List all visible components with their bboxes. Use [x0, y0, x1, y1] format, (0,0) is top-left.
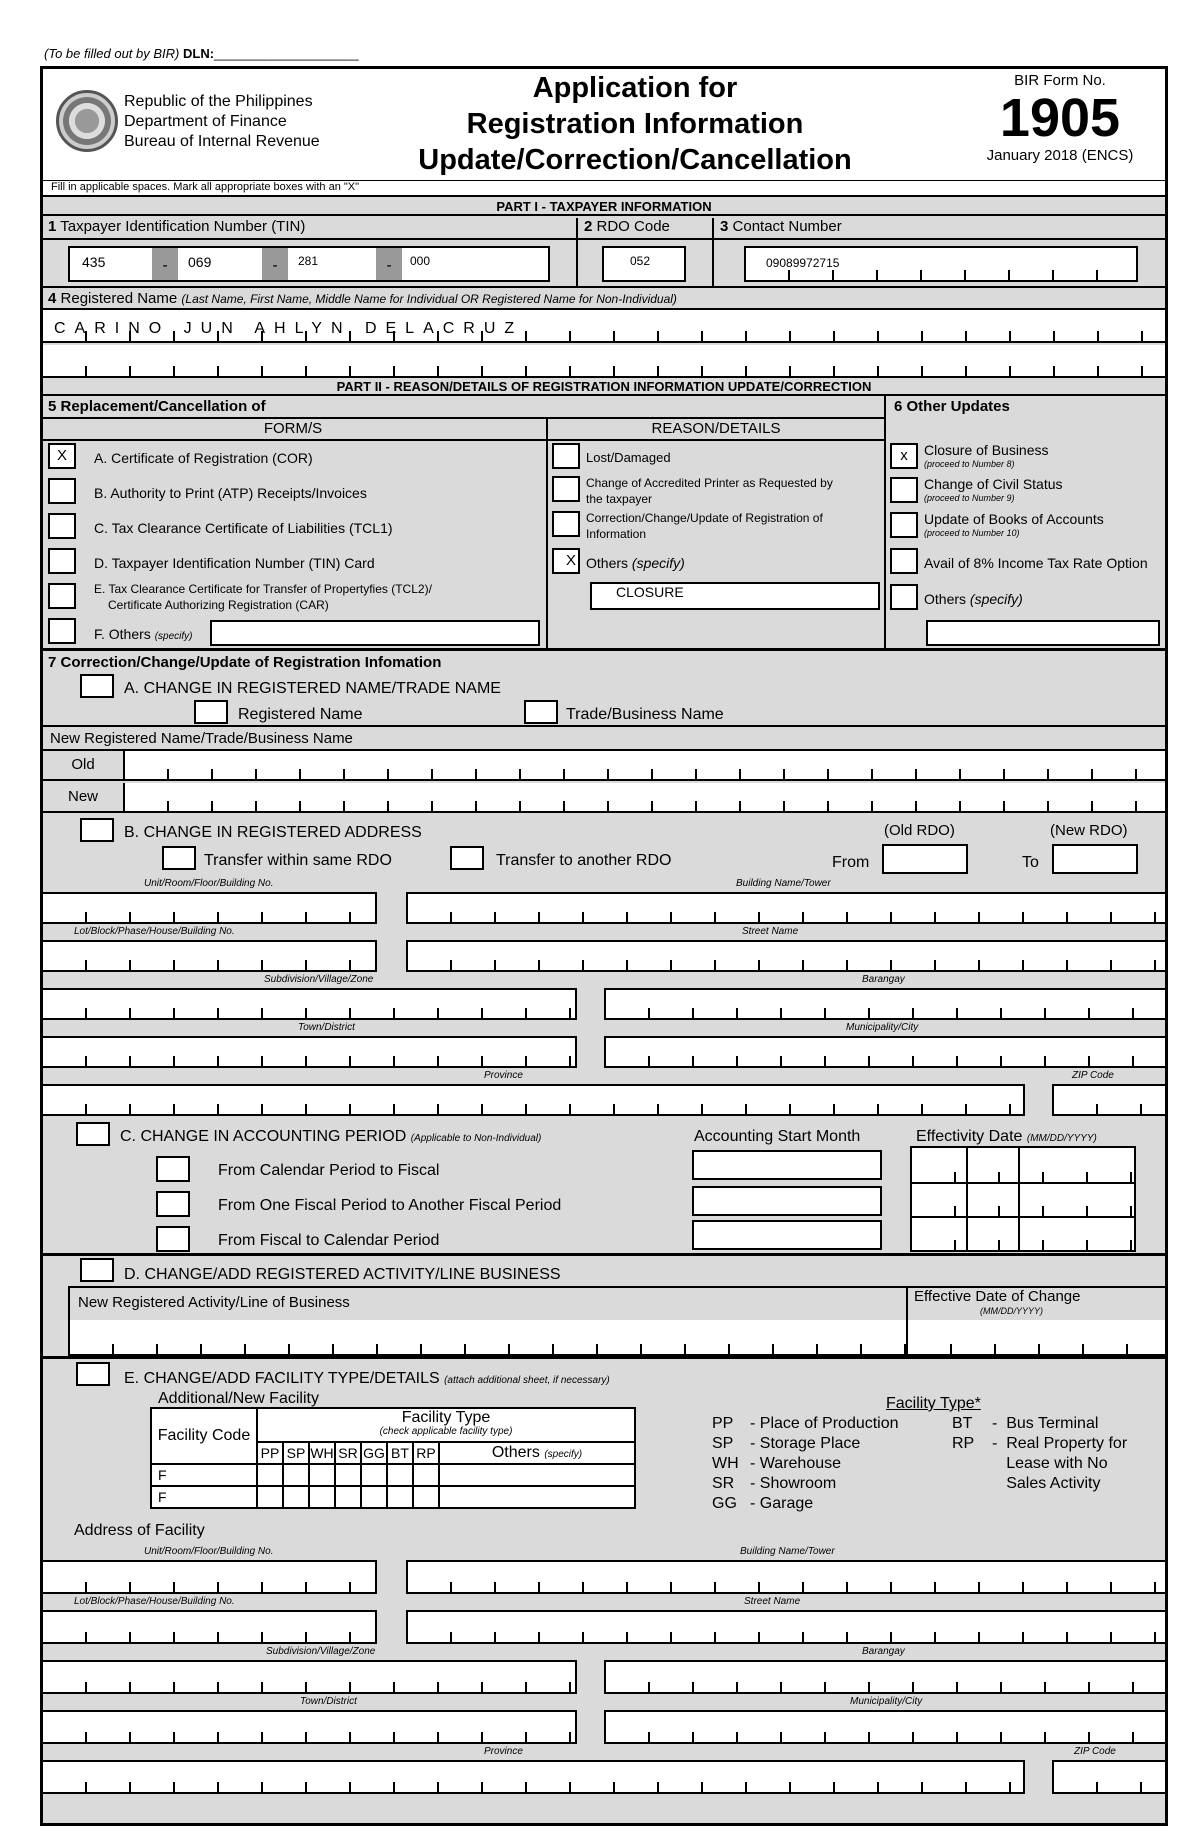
reason-printer-checkbox[interactable]: [552, 476, 580, 502]
facility-lot-field[interactable]: [43, 1610, 377, 1644]
street-field[interactable]: [406, 940, 1165, 972]
effectivity-date-3[interactable]: [910, 1216, 1136, 1252]
transfer-another-rdo-checkbox[interactable]: [450, 846, 484, 870]
contact-label: 3 Contact Number: [720, 218, 842, 235]
registered-name-value: CARINO JUN AHLYN DELACRUZ: [54, 320, 524, 337]
tin-separator: -: [262, 248, 288, 280]
closure-business-checkbox[interactable]: x: [890, 443, 918, 469]
facility-legend-right: BT - Bus Terminal RP - Real Property for Lease with No Sales Activity: [952, 1415, 1128, 1492]
facility-legend-title: Facility Type*: [886, 1395, 981, 1412]
effectivity-date-1[interactable]: [910, 1146, 1136, 1184]
change-name-checkbox[interactable]: [80, 674, 114, 698]
part1-title: PART I - TAXPAYER INFORMATION: [43, 198, 1165, 216]
reason-header: REASON/DETAILS: [651, 420, 781, 437]
facility-subdivision-field[interactable]: [43, 1660, 577, 1694]
sec7-title: 7 Correction/Change/Update of Registration Infomation: [48, 654, 442, 671]
forms-header: FORM/S: [263, 420, 323, 437]
facility-row[interactable]: F: [151, 1486, 635, 1508]
form-atp-checkbox[interactable]: [48, 478, 76, 504]
reason-others-value: CLOSURE: [616, 584, 684, 600]
tin-part-4[interactable]: 000: [410, 254, 431, 268]
contact-number-value: 09089972715: [766, 256, 840, 270]
old-rdo-field[interactable]: [882, 844, 968, 874]
tin-separator: -: [152, 248, 178, 280]
facility-province-field[interactable]: [43, 1760, 1025, 1794]
tin-part-2[interactable]: 069: [188, 254, 212, 270]
registered-name-checkbox[interactable]: [194, 700, 228, 724]
tin-part-1[interactable]: 435: [82, 254, 106, 270]
change-facility-checkbox[interactable]: [76, 1362, 110, 1386]
town-field[interactable]: [43, 1036, 577, 1068]
old-name-field[interactable]: [125, 751, 1165, 781]
new-rdo-field[interactable]: [1052, 844, 1138, 874]
form-tin-card-checkbox[interactable]: [48, 548, 76, 574]
subdivision-field[interactable]: [43, 988, 577, 1020]
old-name-label: Old: [43, 751, 125, 781]
sec5-title: 5 Replacement/Cancellation of: [48, 398, 266, 415]
reason-others-checkbox[interactable]: X: [552, 548, 580, 574]
start-month-field-3[interactable]: [692, 1220, 882, 1250]
facility-unit-field[interactable]: [43, 1560, 377, 1594]
registered-name-line-2[interactable]: [43, 345, 1165, 378]
facility-table: Facility Code Facility Type (check applicable facility type) PP SP WH SR GG BT RP Others (specify) F F: [150, 1407, 636, 1509]
municipality-field[interactable]: [604, 1036, 1165, 1068]
sec6-title: 6 Other Updates: [894, 398, 1010, 415]
start-month-field-2[interactable]: [692, 1186, 882, 1216]
facility-town-field[interactable]: [43, 1710, 577, 1744]
building-field[interactable]: [406, 892, 1165, 924]
form-tcl1-checkbox[interactable]: [48, 513, 76, 539]
part2-title: PART II - REASON/DETAILS OF REGISTRATION INFORMATION UPDATE/CORRECTION: [43, 378, 1165, 396]
facility-municipality-field[interactable]: [604, 1710, 1165, 1744]
tin-part-3[interactable]: 281: [298, 254, 319, 268]
new-activity-field[interactable]: [70, 1320, 906, 1354]
unit-field[interactable]: [43, 892, 377, 924]
other-updates-others-input[interactable]: [926, 620, 1160, 646]
lot-field[interactable]: [43, 940, 377, 972]
change-address-checkbox[interactable]: [80, 818, 114, 842]
change-accounting-checkbox[interactable]: [76, 1122, 110, 1146]
form-title: Application for Registration Information Update/Correction/Cancellation: [418, 72, 852, 176]
effective-date-change-field[interactable]: [908, 1320, 1165, 1354]
facility-legend: PP - Place of Production SP - Storage Place WH - Warehouse SR - Showroom GG - Garage: [712, 1415, 899, 1512]
rdo-label: 2 RDO Code: [584, 218, 670, 235]
tin-label: 1 Taxpayer Identification Number (TIN): [48, 218, 306, 235]
fiscal-to-fiscal-checkbox[interactable]: [156, 1191, 190, 1217]
facility-barangay-field[interactable]: [604, 1660, 1165, 1694]
form-number-block: BIR Form No. 1905 January 2018 (ENCS): [960, 72, 1160, 164]
form-tcl2-checkbox[interactable]: [48, 583, 76, 609]
registered-name-label: 4 Registered Name (Last Name, First Name, Middle Name for Individual OR Registered Name for Non-Individual): [48, 290, 677, 307]
fiscal-to-calendar-checkbox[interactable]: [156, 1226, 190, 1252]
reason-lost-checkbox[interactable]: [552, 443, 580, 469]
new-name-label: New: [43, 783, 125, 813]
bir-seal-icon: [56, 90, 118, 152]
form-cor-checkbox[interactable]: X: [48, 443, 76, 469]
zip-field[interactable]: [1052, 1084, 1165, 1116]
books-of-accounts-checkbox[interactable]: [890, 512, 918, 538]
form-number: 1905: [999, 88, 1121, 148]
income-tax-option-checkbox[interactable]: [890, 548, 918, 574]
new-name-field[interactable]: [125, 783, 1165, 813]
facility-building-field[interactable]: [406, 1560, 1165, 1594]
form-others-input[interactable]: [210, 620, 540, 646]
reason-correction-checkbox[interactable]: [552, 511, 580, 537]
tin-separator: -: [376, 248, 402, 280]
civil-status-checkbox[interactable]: [890, 477, 918, 503]
agency-block: Republic of the Philippines Department of Finance Bureau of Internal Revenue: [124, 93, 320, 150]
other-updates-others-checkbox[interactable]: [890, 584, 918, 610]
form-others-checkbox[interactable]: [48, 618, 76, 644]
effectivity-date-2[interactable]: [910, 1182, 1136, 1218]
transfer-same-rdo-checkbox[interactable]: [162, 846, 196, 870]
change-activity-checkbox[interactable]: [80, 1258, 114, 1282]
barangay-field[interactable]: [604, 988, 1165, 1020]
facility-zip-field[interactable]: [1052, 1760, 1165, 1794]
start-month-field-1[interactable]: [692, 1150, 882, 1180]
province-field[interactable]: [43, 1084, 1025, 1116]
rdo-code-value: 052: [630, 254, 651, 268]
facility-street-field[interactable]: [406, 1610, 1165, 1644]
instructions: Fill in applicable spaces. Mark all appropriate boxes with an "X": [43, 181, 1165, 197]
calendar-to-fiscal-checkbox[interactable]: [156, 1156, 190, 1182]
trade-name-checkbox[interactable]: [524, 700, 558, 724]
dln-line: (To be filled out by BIR) DLN:____________________: [44, 46, 359, 61]
facility-row[interactable]: F: [151, 1464, 635, 1486]
